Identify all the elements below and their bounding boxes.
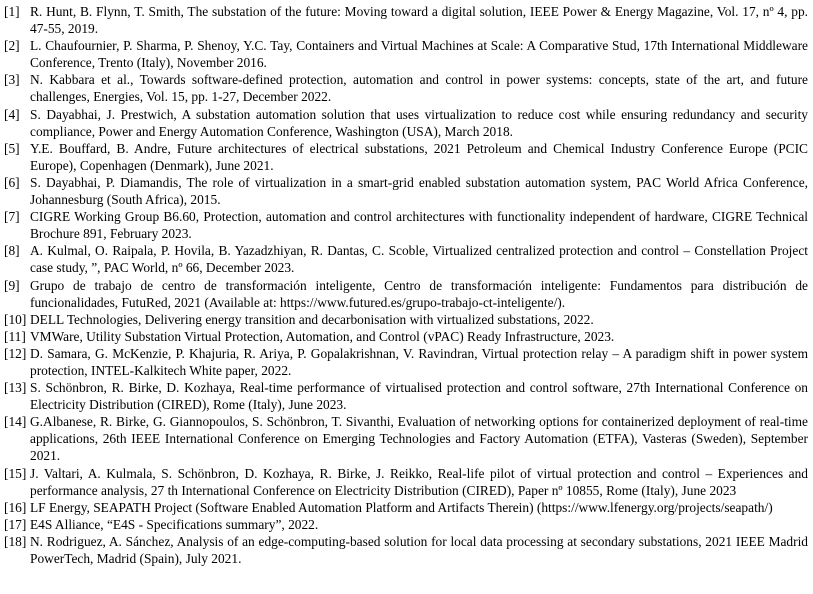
reference-item [0,71,808,105]
reference-number: [3] [4,72,20,88]
reference-item [0,328,808,345]
reference-item [0,379,808,413]
reference-text: N. Kabbara et al., Towards software-defined protection, automation and control in power systems: concepts, state of the art, and future challenges, Energies, Vol. 15, pp. 1-27, December 2022. [30,72,808,105]
reference-item [0,174,808,208]
reference-text: G.Albanese, R. Birke, G. Giannopoulos, S. Schönbron, T. Sivanthi, Evaluation of networking options for containerized deployment of real-time applications, 26th IEEE International Conference on Emerging Technologies and Factory Automation (ETFA), Vasteras (Sweden), September 2021. [30,414,808,464]
reference-text: S. Schönbron, R. Birke, D. Kozhaya, Real-time performance of virtualised protection and control software, 27th International Conference on Electricity Distribution (CIRED), Rome (Italy), June 2023. [30,380,808,413]
reference-text: E4S Alliance, “E4S - Specifications summary”, 2022. [30,516,319,532]
reference-text: VMWare, Utility Substation Virtual Protection, Automation, and Control (vPAC) Ready Infrastructure, 2023. [30,328,615,344]
reference-text: N. Rodriguez, A. Sánchez, Analysis of an edge-computing-based solution for local data processing at secondary substations, 2021 IEEE Madrid PowerTech, Madrid (Spain), July 2021. [30,533,808,566]
reference-text: Y.E. Bouffard, B. Andre, Future architectures of electrical substations, 2021 Petroleum and Chemical Industry Conference Europe (PCIC Europe), Copenhagen (Denmark), June 2021. [30,140,808,173]
reference-item [0,533,808,567]
reference-text: R. Hunt, B. Flynn, T. Smith, The substation of the future: Moving toward a digital solution, IEEE Power & Energy Magazine, Vol. 17, nº 4, pp. 47-55, 2019. [30,4,808,37]
reference-text: L. Chaufournier, P. Sharma, P. Shenoy, Y.C. Tay, Containers and Virtual Machines at Scale: A Comparative Stud, 17th International Middleware Conference, Trento (Italy), November 2016. [30,38,808,71]
reference-text: D. Samara, G. McKenzie, P. Khajuria, R. Ariya, P. Gopalakrishnan, V. Ravindran, Virtual protection relay – A paradigm shift in power system protection, INTEL-Kalkitech White paper, 2022. [30,345,808,378]
reference-item [0,37,808,71]
reference-list [0,3,808,567]
reference-number: [6] [4,174,20,190]
reference-item [0,140,808,174]
reference-number: [4] [4,106,20,122]
reference-text: J. Valtari, A. Kulmala, S. Schönbron, D. Kozhaya, R. Birke, J. Reikko, Real-life pilot of virtual protection and control – Experiences and performance analysis, 27 th International Conference on Electricity Distribution (CIRED), Paper nº 10855, Rome (Italy), June 2023 [30,465,808,498]
reference-text: LF Energy, SEAPATH Project (Software Enabled Automation Platform and Artifacts Therein) (https://www.lfenergy.org/projects/seapath/) [30,499,773,515]
reference-number: [16] [4,499,27,515]
reference-number: [2] [4,38,20,54]
reference-item [0,208,808,242]
reference-number: [17] [4,516,27,532]
reference-number: [10] [4,311,27,327]
reference-number: [14] [4,414,27,430]
reference-item [0,242,808,276]
reference-text: S. Dayabhai, J. Prestwich, A substation automation solution that uses virtualization to reduce cost while ensuring redundancy and security compliance, Power and Energy Automation Conference, Washington (USA), March 2018. [30,106,808,139]
reference-number: [18] [4,533,27,549]
reference-number: [8] [4,243,20,259]
reference-number: [13] [4,380,27,396]
reference-item [0,345,808,379]
reference-number: [15] [4,465,27,481]
reference-text: CIGRE Working Group B6.60, Protection, automation and control architectures with functionality independent of hardware, CIGRE Technical Brochure 891, February 2023. [30,209,808,242]
reference-number: [1] [4,4,20,19]
reference-number: [7] [4,209,20,225]
reference-item [0,465,808,499]
reference-number: [12] [4,345,27,361]
reference-item [0,499,808,516]
reference-text: Grupo de trabajo de centro de transformación inteligente, Centro de transformación inteligente: Fundamentos para distribución de funcionalidades, FutuRed, 2021 (Available at: https://www.futured.es/grupo-trabajo-ct-inteligente/). [30,277,808,310]
reference-number: [9] [4,277,20,293]
reference-text: A. Kulmal, O. Raipala, P. Hovila, B. Yazadzhiyan, R. Dantas, C. Scoble, Virtualized centralized protection and control – Constellation Project case study, ”, PAC World, nº 66, December 2023. [30,243,808,276]
reference-number: [11] [4,328,26,344]
reference-item [0,277,808,311]
reference-item [0,106,808,140]
reference-item [0,311,808,328]
reference-item [0,516,808,533]
reference-item [0,3,808,37]
reference-text: DELL Technologies, Delivering energy transition and decarbonisation with virtualized substations, 2022. [30,311,594,327]
reference-text: S. Dayabhai, P. Diamandis, The role of virtualization in a smart-grid enabled substation automation system, PAC World Africa Conference, Johannesburg (South Africa), 2015. [30,174,808,208]
reference-number: [5] [4,140,20,156]
reference-item [0,413,808,464]
